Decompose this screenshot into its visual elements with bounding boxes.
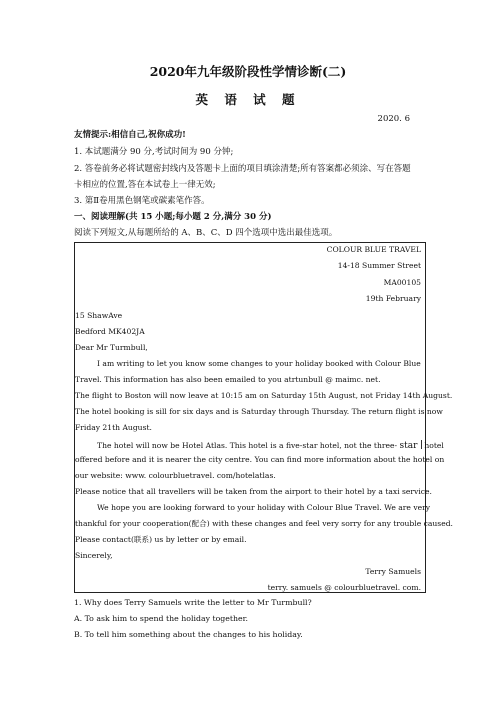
paragraph-3-text: The hotel will now be Hotel Atlas. This hotel is a five-star hotel, not the three- bbox=[97, 441, 398, 450]
salutation: Dear Mr Turmbull, bbox=[75, 343, 148, 352]
exam-date: 2020. 6 bbox=[377, 114, 410, 124]
paragraph-3-line-2: offered before and it is nearer the city centre. You can find more information about the hotel on bbox=[75, 455, 445, 464]
paragraph-2-line-2: The hotel booking is sill for six days and is Saturday through Thursday. The return flight is now bbox=[75, 407, 443, 416]
closing: Sincerely, bbox=[75, 551, 113, 560]
paragraph-4: Please notice that all travellers will be taken from the airport to their hotel by a taxi service. bbox=[75, 487, 432, 496]
letter-date: 19th February bbox=[365, 294, 421, 303]
text-cursor bbox=[421, 440, 422, 449]
greeting: 友情提示:相信自己,祝你成功! bbox=[74, 130, 186, 140]
instruction-1: 1. 本试题满分 90 分,考试时间为 90 分钟; bbox=[74, 147, 234, 157]
paragraph-3-line-1 bbox=[97, 440, 444, 451]
recipient-street: 15 ShawAve bbox=[75, 311, 123, 320]
sender-email: terry. samuels @ colourbluetravel. com. bbox=[267, 583, 421, 592]
question-1-option-b: B. To tell him something about the changes to his holiday. bbox=[74, 630, 303, 639]
instruction-2-cont: 卡相应的位置,答在本试卷上一律无效; bbox=[74, 180, 216, 190]
paragraph-1-line-1: I am writing to let you know some changes to your holiday booked with Colour Blue bbox=[97, 359, 421, 368]
question-1: 1. Why does Terry Samuels write the letter to Mr Turmbull? bbox=[74, 598, 312, 607]
recipient-city: Bedford MK402JA bbox=[75, 327, 145, 336]
question-1-option-a: A. To ask him to spend the holiday together. bbox=[74, 614, 249, 623]
instruction-2: 2. 答卷前务必将试题密封线内及答题卡上面的项目填涂清楚;所有答案都必须涂、写在答题 bbox=[74, 164, 411, 174]
paragraph-1-line-2: Travel. This information has also been emailed to you atrtunbull @ maimc. net. bbox=[75, 375, 381, 384]
letter-street: 14-18 Summer Street bbox=[337, 261, 421, 270]
letter-company: COLOUR BLUE TRAVEL bbox=[326, 245, 421, 254]
exam-title: 2020年九年级阶段性学情诊断(二) bbox=[149, 64, 347, 79]
paragraph-3-line-3: our website: www. colourbluetravel. com/hotelatlas. bbox=[75, 471, 276, 480]
paragraph-5-line-3: Please contact(联系) us by letter or by email. bbox=[75, 535, 247, 544]
hotel-word: hotel bbox=[424, 441, 444, 450]
paragraph-2-line-1: The flight to Boston will now leave at 10:15 am on Saturday 15th August, not Friday 14th August. bbox=[75, 391, 453, 400]
section-prompt: 阅读下列短文,从每题所给的 A、B、C、D 四个选项中选出最佳选项。 bbox=[74, 228, 338, 238]
instruction-3: 3. 第Ⅱ卷用黑色钢笔或碳素笔作答。 bbox=[74, 196, 210, 206]
section-heading: 一、阅读理解(共 15 小题;每小题 2 分,满分 30 分) bbox=[74, 212, 272, 222]
subject-title: 英 语 试 题 bbox=[195, 92, 301, 107]
star-word: star bbox=[399, 441, 418, 451]
paragraph-2-line-3: Friday 21th August. bbox=[75, 423, 152, 432]
paragraph-5-line-1: We hope you are looking forward to your holiday with Colour Blue Travel. We are very bbox=[97, 503, 431, 512]
paragraph-5-line-2: thankful for your cooperation(配合) with these changes and feel very sorry for any trouble caused. bbox=[75, 519, 453, 528]
signature: Terry Samuels bbox=[365, 567, 421, 576]
letter-code: MA00105 bbox=[383, 278, 421, 287]
